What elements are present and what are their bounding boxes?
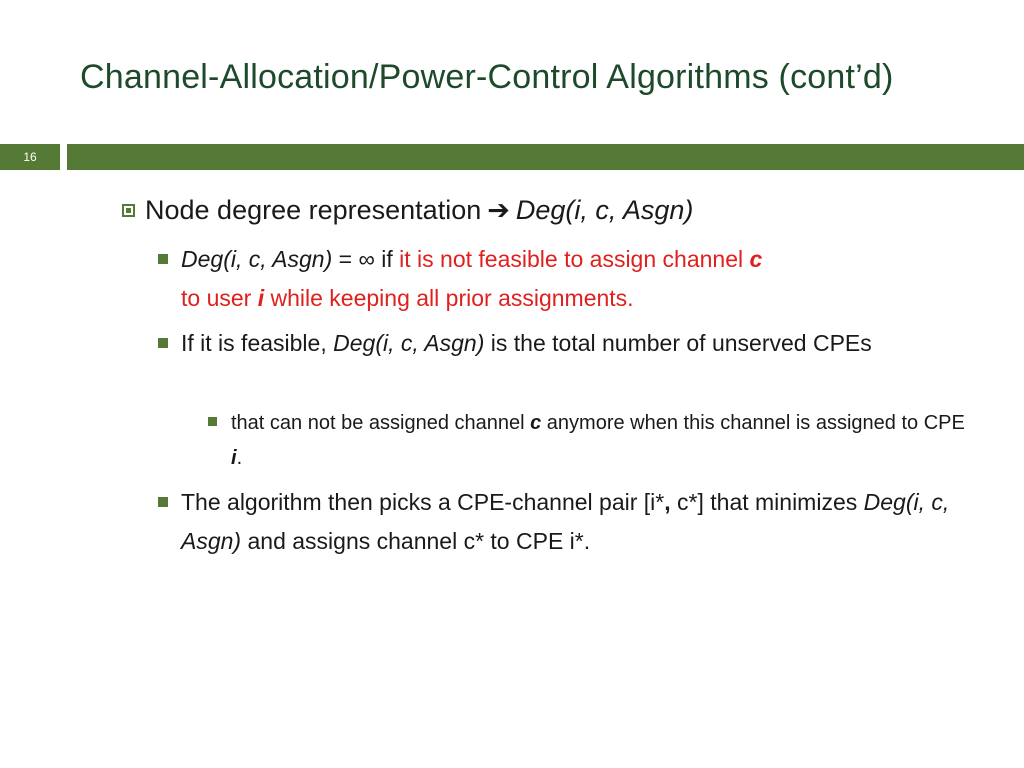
square-bullet-icon bbox=[158, 338, 168, 348]
channel-c: c bbox=[749, 246, 763, 272]
square-bullet-icon bbox=[208, 417, 217, 426]
cannot-assign-pre: that can not be assigned channel bbox=[231, 412, 531, 434]
infeasible-text-2: to user bbox=[181, 285, 258, 311]
bullet-node-degree bbox=[122, 190, 972, 230]
bullet-text: Node degree representation bbox=[145, 195, 482, 225]
cannot-assign-mid: anymore when this channel is assigned to CPE bbox=[541, 412, 965, 434]
algorithm-mid: c*] that minimizes bbox=[670, 489, 864, 515]
slide-number: 16 bbox=[0, 144, 60, 170]
channel-c: c bbox=[530, 412, 542, 434]
header-divider-band bbox=[67, 144, 1024, 170]
algorithm-comma: , bbox=[664, 489, 671, 515]
hollow-square-bullet-icon bbox=[122, 204, 135, 217]
deg-expression: Deg(i, c, Asgn) bbox=[515, 195, 694, 225]
algorithm-post: and assigns channel c* to CPE i*. bbox=[241, 528, 591, 554]
square-bullet-icon bbox=[158, 497, 168, 507]
infeasible-text: it is not feasible to assign channel bbox=[399, 246, 750, 272]
bullet-algorithm bbox=[158, 483, 958, 561]
feasible-post: is the total number of unserved CPEs bbox=[484, 330, 872, 356]
bullet-cannot-assign bbox=[208, 406, 968, 476]
cannot-assign-end: . bbox=[236, 447, 243, 469]
feasible-pre: If it is feasible, bbox=[181, 330, 334, 356]
equals-infinity-text: = ∞ if bbox=[332, 246, 400, 272]
deg-expression: Deg(i, c, Asgn) bbox=[333, 330, 485, 356]
right-arrow-icon: ➔ bbox=[487, 195, 510, 225]
cpe-i: i bbox=[231, 447, 237, 469]
bullet-infeasible bbox=[158, 240, 958, 318]
user-i: i bbox=[257, 285, 265, 311]
square-bullet-icon bbox=[158, 254, 168, 264]
slide-title: Channel-Allocation/Power-Control Algorithms (cont’d) bbox=[80, 58, 894, 96]
algorithm-pre: The algorithm then picks a CPE-channel pair [i* bbox=[181, 489, 665, 515]
deg-expression: Deg(i, c, Asgn) bbox=[181, 489, 950, 554]
infeasible-text-3: while keeping all prior assignments. bbox=[264, 285, 634, 311]
bullet-feasible bbox=[158, 324, 958, 363]
deg-expression: Deg(i, c, Asgn) bbox=[181, 246, 333, 272]
